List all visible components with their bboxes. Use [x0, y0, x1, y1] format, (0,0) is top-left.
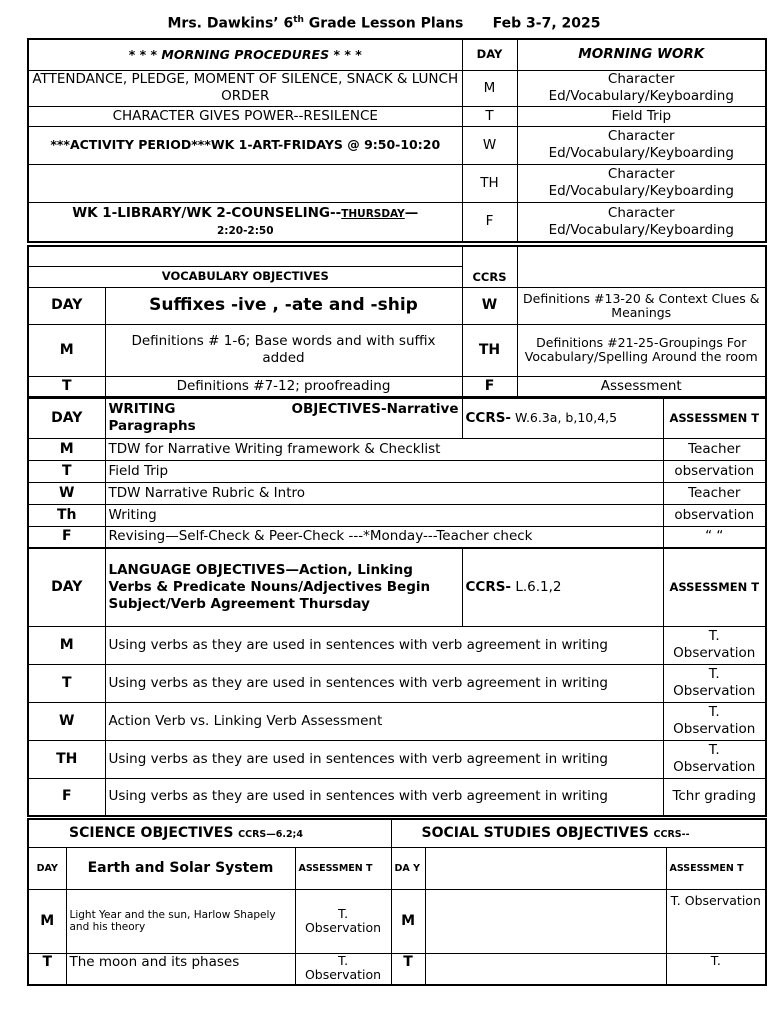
- blank-cell: [517, 246, 766, 287]
- vocabulary-topic: Suffixes -ive , -ate and -ship: [105, 287, 462, 324]
- day-cell: W: [462, 287, 517, 324]
- assessment-cell: T.: [666, 953, 766, 985]
- assessment-header: ASSESSMEN T: [666, 847, 766, 889]
- assessment-cell: T. Observation: [295, 953, 391, 985]
- language-activity: Using verbs as they are used in sentences with verb agreement in writing: [105, 626, 663, 664]
- social-studies-topic: [425, 847, 666, 889]
- assessment-header: ASSESSMEN T: [663, 398, 766, 438]
- morning-work-header: MORNING WORK: [517, 39, 766, 70]
- language-activity: Using verbs as they are used in sentences with verb agreement in writing: [105, 740, 663, 778]
- day-cell: M: [462, 70, 517, 106]
- assessment-cell: T. Observation: [295, 889, 391, 953]
- day-cell: T: [28, 664, 105, 702]
- social-studies-activity: [425, 953, 666, 985]
- morning-work-cell: Field Trip: [517, 106, 766, 126]
- writing-activity: Revising—Self-Check & Peer-Check ---*Monday---Teacher check: [105, 526, 663, 548]
- writing-section: [27, 397, 767, 549]
- day-header: DA Y: [391, 847, 425, 889]
- ccrs-header: CCRS: [462, 246, 517, 287]
- science-topic: Earth and Solar System: [66, 847, 295, 889]
- vocabulary-objectives-header: VOCABULARY OBJECTIVES: [28, 266, 462, 287]
- day-cell: Th: [28, 504, 105, 526]
- science-social-section: [27, 818, 767, 986]
- assessment-cell: T. Observation: [663, 702, 766, 740]
- social-studies-activity: [425, 889, 666, 953]
- day-cell: M: [391, 889, 425, 953]
- writing-activity: TDW for Narrative Writing framework & Checklist: [105, 438, 663, 460]
- language-activity: Using verbs as they are used in sentences with verb agreement in writing: [105, 778, 663, 816]
- language-objectives-header: LANGUAGE OBJECTIVES—Action, Linking Verbs & Predicate Nouns/Adjectives Begin Subject/Verb Agreement Thursday: [105, 548, 462, 626]
- day-cell: M: [28, 889, 66, 953]
- language-activity: Using verbs as they are used in sentences with verb agreement in writing: [105, 664, 663, 702]
- assessment-cell: observation: [663, 460, 766, 482]
- day-cell: T: [28, 460, 105, 482]
- day-cell: TH: [462, 324, 517, 376]
- day-cell: TH: [28, 740, 105, 778]
- assessment-cell: “ “: [663, 526, 766, 548]
- day-cell: T: [391, 953, 425, 985]
- science-activity: The moon and its phases: [66, 953, 295, 985]
- day-cell: T: [28, 953, 66, 985]
- vocabulary-section: [27, 245, 767, 398]
- language-activity: Action Verb vs. Linking Verb Assessment: [105, 702, 663, 740]
- procedure-row: WK 1-LIBRARY/WK 2-COUNSELING--THURSDAY— 2:20-2:50: [28, 202, 462, 242]
- social-studies-header: SOCIAL STUDIES OBJECTIVES CCRS--: [391, 819, 766, 847]
- writing-ccrs: CCRS- W.6.3a, b,10,4,5: [462, 398, 663, 438]
- assessment-header: ASSESSMEN T: [663, 548, 766, 626]
- assessment-cell: T. Observation: [663, 626, 766, 664]
- assessment-cell: Teacher: [663, 482, 766, 504]
- day-cell: W: [462, 126, 517, 164]
- vocabulary-activity: Definitions #7-12; proofreading: [105, 376, 462, 397]
- morning-work-cell: Character Ed/Vocabulary/Keyboarding: [517, 164, 766, 202]
- day-cell: T: [28, 376, 105, 397]
- writing-activity: TDW Narrative Rubric & Intro: [105, 482, 663, 504]
- language-ccrs: CCRS- L.6.1,2: [462, 548, 663, 626]
- day-cell: M: [28, 324, 105, 376]
- science-header: SCIENCE OBJECTIVES CCRS—6.2;4: [28, 819, 391, 847]
- morning-work-cell: Character Ed/Vocabulary/Keyboarding: [517, 70, 766, 106]
- day-cell: T: [462, 106, 517, 126]
- day-cell: F: [462, 202, 517, 242]
- morning-work-cell: Character Ed/Vocabulary/Keyboarding: [517, 126, 766, 164]
- page-title: Mrs. Dawkins’ 6th Grade Lesson Plans Feb 3-7, 2025: [167, 15, 601, 32]
- day-cell: F: [462, 376, 517, 397]
- morning-section: [27, 38, 767, 243]
- day-header: DAY: [28, 548, 105, 626]
- writing-activity: Field Trip: [105, 460, 663, 482]
- day-header: DAY: [28, 398, 105, 438]
- procedure-row: [28, 164, 462, 202]
- vocabulary-activity: Definitions # 1-6; Base words and with suffix added: [105, 324, 462, 376]
- procedure-row: CHARACTER GIVES POWER--RESILENCE: [28, 106, 462, 126]
- day-cell: M: [28, 438, 105, 460]
- assessment-cell: T. Observation: [663, 740, 766, 778]
- writing-objectives-header: WRITING OBJECTIVES-Narrative Paragraphs: [105, 398, 462, 438]
- assessment-header: ASSESSMEN T: [295, 847, 391, 889]
- procedure-row: ***ACTIVITY PERIOD***WK 1-ART-FRIDAYS @ 9:50-10:20: [28, 126, 462, 164]
- day-cell: TH: [462, 164, 517, 202]
- morning-procedures-header: * * * MORNING PROCEDURES * * *: [28, 39, 462, 70]
- language-section: [27, 547, 767, 817]
- assessment-cell: Teacher: [663, 438, 766, 460]
- morning-work-cell: Character Ed/Vocabulary/Keyboarding: [517, 202, 766, 242]
- day-header: DAY: [462, 39, 517, 70]
- day-cell: F: [28, 778, 105, 816]
- assessment-cell: T. Observation: [663, 664, 766, 702]
- procedure-row: ATTENDANCE, PLEDGE, MOMENT OF SILENCE, SNACK & LUNCH ORDER: [28, 70, 462, 106]
- day-cell: F: [28, 526, 105, 548]
- date-range: Feb 3-7, 2025: [492, 15, 601, 32]
- blank-cell: [28, 246, 462, 266]
- day-header: DAY: [28, 847, 66, 889]
- day-cell: W: [28, 482, 105, 504]
- vocabulary-activity: Assessment: [517, 376, 766, 397]
- assessment-cell: observation: [663, 504, 766, 526]
- vocabulary-activity: Definitions #13-20 & Context Clues & Meanings: [517, 287, 766, 324]
- day-header: DAY: [28, 287, 105, 324]
- day-cell: W: [28, 702, 105, 740]
- science-activity: Light Year and the sun, Harlow Shapely and his theory: [66, 889, 295, 953]
- day-cell: M: [28, 626, 105, 664]
- assessment-cell: Tchr grading: [663, 778, 766, 816]
- writing-activity: Writing: [105, 504, 663, 526]
- assessment-cell: T. Observation: [666, 889, 766, 953]
- vocabulary-activity: Definitions #21-25-Groupings For Vocabulary/Spelling Around the room: [517, 324, 766, 376]
